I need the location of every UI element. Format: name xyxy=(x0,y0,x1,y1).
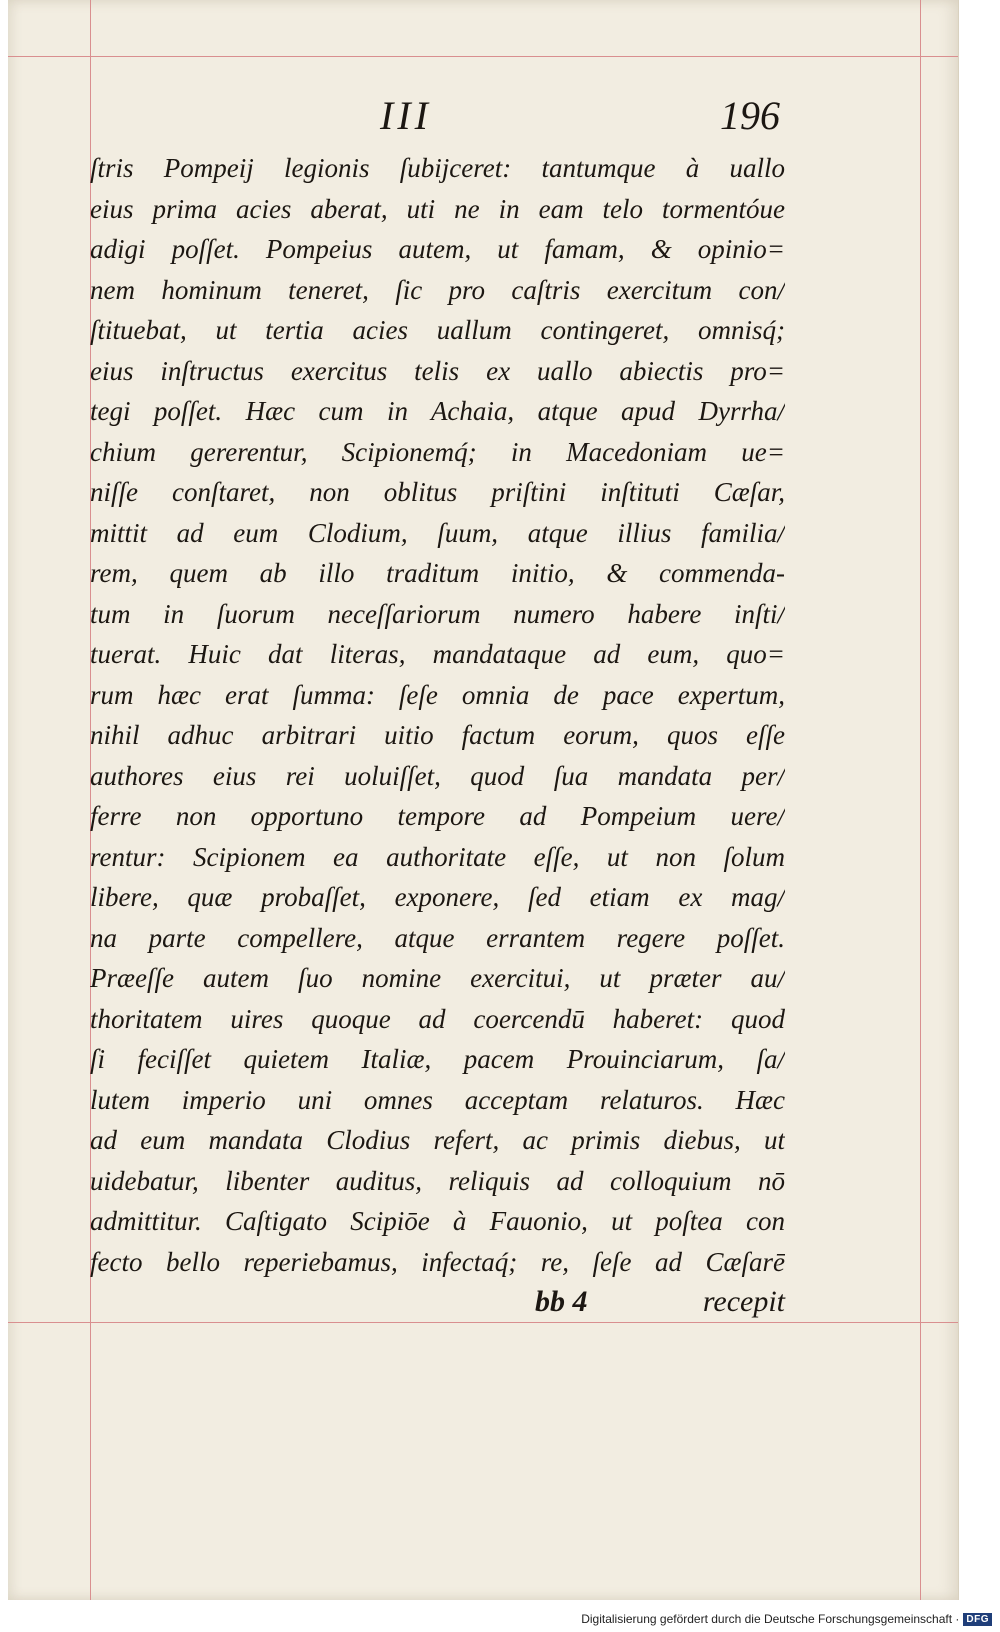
dfg-logo-icon: DFG xyxy=(963,1613,992,1626)
text-line: admittitur. Caſtigato Scipiōe à Fauonio, ut poſtea con xyxy=(90,1206,785,1236)
text-line: rem, quem ab illo traditum initio, & commenda- xyxy=(90,558,785,588)
text-line: eius inſtructus exercitus telis ex uallo abiectis pro= xyxy=(90,355,785,386)
text-line: ſi feciſſet quietem Italiæ, pacem Prouinciarum, ſa/ xyxy=(90,1044,785,1074)
catchword: recepit xyxy=(702,1285,785,1318)
text-line: rentur: Scipionem ea authoritate eſſe, ut non ſolum xyxy=(90,841,785,872)
text-line: Præeſſe autem ſuo nomine exercitui, ut præter au/ xyxy=(90,963,785,993)
text-line: na parte compellere, atque errantem regere poſſet. xyxy=(90,922,785,953)
text-line: tuerat. Huic dat literas, mandataque ad eum, quo= xyxy=(90,639,785,669)
text-line: nem hominum teneret, ſic pro caſtris exercitum con/ xyxy=(90,274,785,305)
text-line: uidebatur, libenter auditus, reliquis ad colloquium nō xyxy=(90,1165,785,1196)
text-line: chium gererentur, Scipionemq́; in Macedoniam ue= xyxy=(90,436,785,467)
text-line: libere, quæ probaſſet, exponere, ſed etiam ex mag/ xyxy=(90,882,785,912)
page-footer xyxy=(90,1285,785,1329)
text-line: adigi poſſet. Pompeius autem, ut famam, & opinio= xyxy=(90,234,785,264)
text-line: rum hæc erat ſumma: ſeſe omnia de pace expertum, xyxy=(90,679,785,710)
credit-text: Digitalisierung gefördert durch die Deutsche Forschungsgemeinschaft · xyxy=(581,1612,960,1626)
text-line: ſtris Pompeij legionis ſubijceret: tantumque à uallo xyxy=(90,153,785,183)
text-line: mittit ad eum Clodium, ſuum, atque illius familia/ xyxy=(90,517,785,548)
margin-rule-right xyxy=(920,0,921,1600)
text-line: eius prima acies aberat, uti ne in eam telo tormentóue xyxy=(90,193,785,224)
text-line: fecto bello reperiebamus, infectaq́; re, ſeſe ad Cæſarē xyxy=(90,1246,785,1277)
text-line: ferre non opportuno tempore ad Pompeium uere/ xyxy=(90,801,785,831)
folio-number: 196 xyxy=(720,93,780,138)
text-line: tum in ſuorum neceſſariorum numero habere inſti/ xyxy=(90,598,785,629)
page-header xyxy=(90,92,780,142)
body-text xyxy=(90,148,785,1282)
digitization-credit xyxy=(581,1612,992,1626)
gathering-signature: bb 4 xyxy=(535,1285,588,1318)
text-line: ſtituebat, ut tertia acies uallum contingeret, omnisq́; xyxy=(90,315,785,345)
text-line: lutem imperio uni omnes acceptam relaturos. Hæc xyxy=(90,1084,785,1115)
text-line: authores eius rei uoluiſſet, quod ſua mandata per/ xyxy=(90,760,785,791)
signature-mark: III xyxy=(380,93,432,138)
text-line: tegi poſſet. Hæc cum in Achaia, atque apud Dyrrha/ xyxy=(90,396,785,426)
text-line: nihil adhuc arbitrari uitio factum eorum, quos eſſe xyxy=(90,720,785,750)
text-line: niſſe conſtaret, non oblitus priſtini inſtituti Cæſar, xyxy=(90,477,785,507)
margin-rule-top xyxy=(8,56,958,57)
text-line: thoritatem uires quoque ad coercendū haberet: quod xyxy=(90,1003,785,1034)
text-line: ad eum mandata Clodius refert, ac primis diebus, ut xyxy=(90,1125,785,1155)
